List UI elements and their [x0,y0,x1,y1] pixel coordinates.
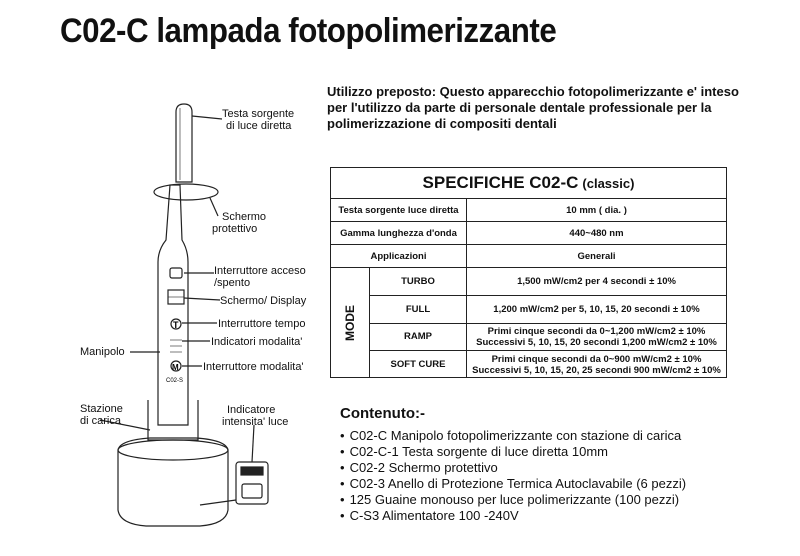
page-title: C02-C lampada fotopolimerizzante [60,12,557,50]
mode-label-cell [331,268,370,378]
mode-value-line: 1,200 mW/cm2 per 5, 10, 15, 20 secondi ± 10% [493,303,700,315]
spec-row-label: Testa sorgente luce diretta [331,199,467,221]
label-charging-station [80,403,123,427]
label-power-switch [214,265,306,289]
spec-title-text: SPECIFICHE C02-C [422,173,579,192]
mode-section [331,268,726,378]
mode-value [467,296,726,323]
mode-value-line: Successivi 5, 10, 15, 20 secondi 1,200 mW/cm2 ± 10% [476,336,717,348]
spec-row-label: Applicazioni [331,245,467,267]
label-time-switch: Interruttore tempo [218,318,306,330]
label-light-head [222,108,294,132]
label-line: Schermo [222,211,267,223]
contents-list [340,428,686,524]
mode-row [370,268,726,296]
label-line: Stazione [80,403,123,415]
label-line: /spento [214,277,251,289]
mode-row [370,351,726,378]
intro-line: polimerizzazione di compositi dentali [327,116,557,131]
mode-row [370,296,726,324]
label-mode-switch: Interruttore modalita' [203,361,304,373]
label-line: Interruttore acceso [214,265,306,277]
spec-row [331,245,726,268]
mode-value [467,268,726,295]
mode-value-line: Primi cinque secondi da 0~1,200 mW/cm2 ± 10% [487,325,706,337]
mode-value-line: 1,500 mW/cm2 per 4 secondi ± 10% [517,275,676,287]
mode-value-line: Primi cinque secondi da 0~900 mW/cm2 ± 10% [491,353,702,365]
mode-value [467,324,726,351]
mode-value [467,351,726,378]
label-line: Indicatore [227,404,276,416]
spec-row-value: 440~480 nm [569,227,624,239]
shield-icon [154,184,218,200]
spec-table-title [331,168,726,199]
spec-row-value: 10 mm ( dia. ) [566,204,627,216]
list-item: • C-S3 Alimentatore 100 -240V [340,508,686,524]
mode-label: MODE [343,305,357,341]
mode-name: SOFT CURE [370,351,467,378]
contents-section [340,405,686,524]
model-label: C02-S [166,378,184,384]
mode-name: FULL [370,296,467,323]
handpiece-icon [158,185,188,425]
list-item: • C02-3 Anello di Protezione Termica Autoclavabile (6 pezzi) [340,476,686,492]
mode-value-line: Successivi 5, 10, 15, 20, 25 secondi 900 mW/cm2 ± 10% [472,364,721,376]
label-line: protettivo [212,223,258,235]
contents-heading: Contenuto:- [340,405,425,422]
intro-line: Utilizzo preposto: Questo apparecchio fotopolimerizzante e' inteso [327,84,739,99]
list-item: • C02-C-1 Testa sorgente di luce diretta 10mm [340,444,686,460]
power-switch-icon [170,268,182,278]
label-line: di luce diretta [226,120,292,132]
spec-subtitle-text: (classic) [582,175,635,191]
mode-row [370,324,726,352]
list-item: • C02-2 Schermo protettivo [340,460,686,476]
label-handpiece: Manipolo [80,346,125,358]
light-head-icon [176,104,192,182]
label-intensity-indicator [222,404,288,428]
mode-name: TURBO [370,268,467,295]
spec-row [331,222,726,245]
spec-row-value: Generali [577,250,616,262]
list-item: • 125 Guaine monouso per luce polimerizzante (100 pezzi) [340,492,686,508]
mode-name: RAMP [370,324,467,351]
label-mode-indicators: Indicatori modalita' [211,336,303,348]
spec-row [331,199,726,222]
charging-base-icon [148,400,198,440]
label-shield [212,211,266,235]
label-line: Testa sorgente [222,108,295,120]
label-line: di carica [80,415,121,427]
label-display: Schermo/ Display [220,295,307,307]
m-button-label: M [172,363,179,372]
spec-table [330,167,727,378]
intro-line: per l'utilizzo da parte di personale dentale professionale per la [327,100,712,115]
label-line: intensita' luce [222,416,289,428]
spec-row-label: Gamma lunghezza d'onda [331,222,467,244]
list-item: • C02-C Manipolo fotopolimerizzante con stazione di carica [340,428,686,444]
t-button-label: T [173,320,179,330]
